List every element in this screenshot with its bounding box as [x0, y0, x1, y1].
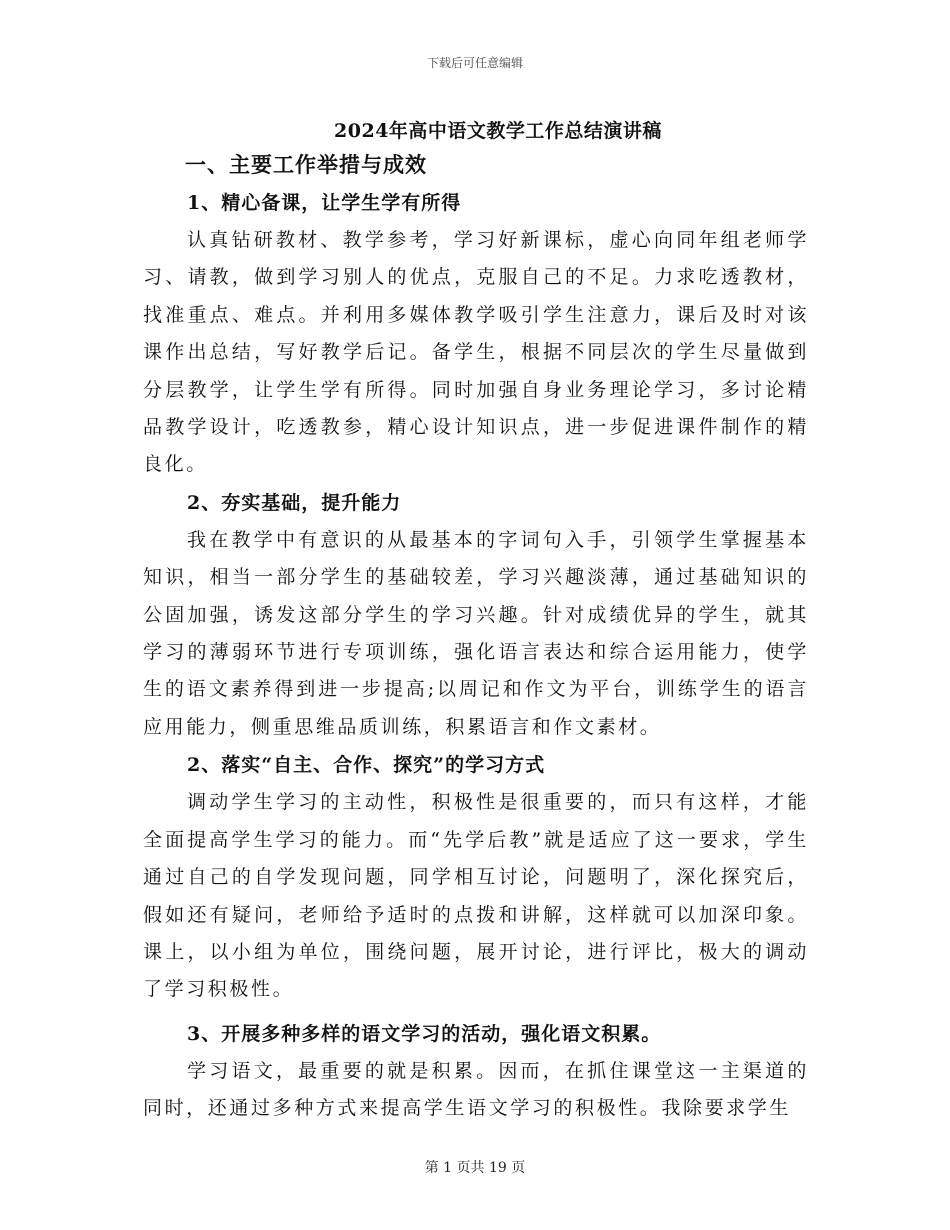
subheading-foundation: 2、夯实基础，提升能力: [187, 491, 402, 514]
document-title: 2024年高中语文教学工作总结演讲稿: [334, 120, 662, 142]
paragraph-activities: 学习语文，最重要的就是积累。因而，在抓住课堂这一主渠道的同时，还通过多种方式来提高学生语文学习的积极性。我除要求学生: [143, 1059, 809, 1120]
paragraph-lesson-prep: 认真钻研教材、教学参考，学习好新课标，虚心向同年组老师学习、请教，做到学习别人的优点，克服自己的不足。力求吃透教材，找准重点、难点。并利用多媒体教学吸引学生注意力，课后及时对该课作出总结，写好教学后记。备学生，根据不同层次的学生尽量做到分层教学，让学生学有所得。同时加强自身业务理论学习，多讨论精品教学设计，吃透教参，精心设计知识点，进一步促进课件制作的精良化。: [143, 229, 809, 476]
paragraph-foundation: 我在教学中有意识的从最基本的字词句入手，引领学生掌握基本知识，相当一部分学生的基础较差，学习兴趣淡薄，通过基础知识的公固加强，诱发这部分学生的学习兴趣。针对成绩优异的学生，就其学习的薄弱环节进行专项训练，强化语言表达和综合运用能力，使学生的语文素养得到进一步提高;以周记和作文为平台，训练学生的语言应用能力，侧重思维品质训练，积累语言和作文素材。: [143, 528, 809, 738]
document-body: [143, 146, 809, 1128]
section-heading-main-measures: 一、主要工作举措与成效: [185, 152, 427, 177]
paragraph-learning-style: 调动学生学习的主动性，积极性是很重要的，而只有这样，才能全面提高学生学习的能力。而“先学后教”就是适应了这一要求，学生通过自己的自学发现问题，同学相互讨论，问题明了，深化探究后，假如还有疑问，老师给予适时的点拨和讲解，这样就可以加深印象。课上，以小组为单位，围绕问题，展开讨论，进行评比，极大的调动了学习积极性。: [143, 791, 809, 1001]
subheading-activities: 3、开展多种多样的语文学习的活动，强化语文积累。: [187, 1022, 662, 1045]
subheading-lesson-prep: 1、精心备课，让学生学有所得: [187, 192, 462, 214]
page-header: 下载后可任意编辑: [426, 56, 523, 70]
page-footer: 第 1 页共 19 页: [424, 1160, 526, 1176]
subheading-learning-style: 2、落实“自主、合作、探究”的学习方式: [187, 754, 546, 777]
